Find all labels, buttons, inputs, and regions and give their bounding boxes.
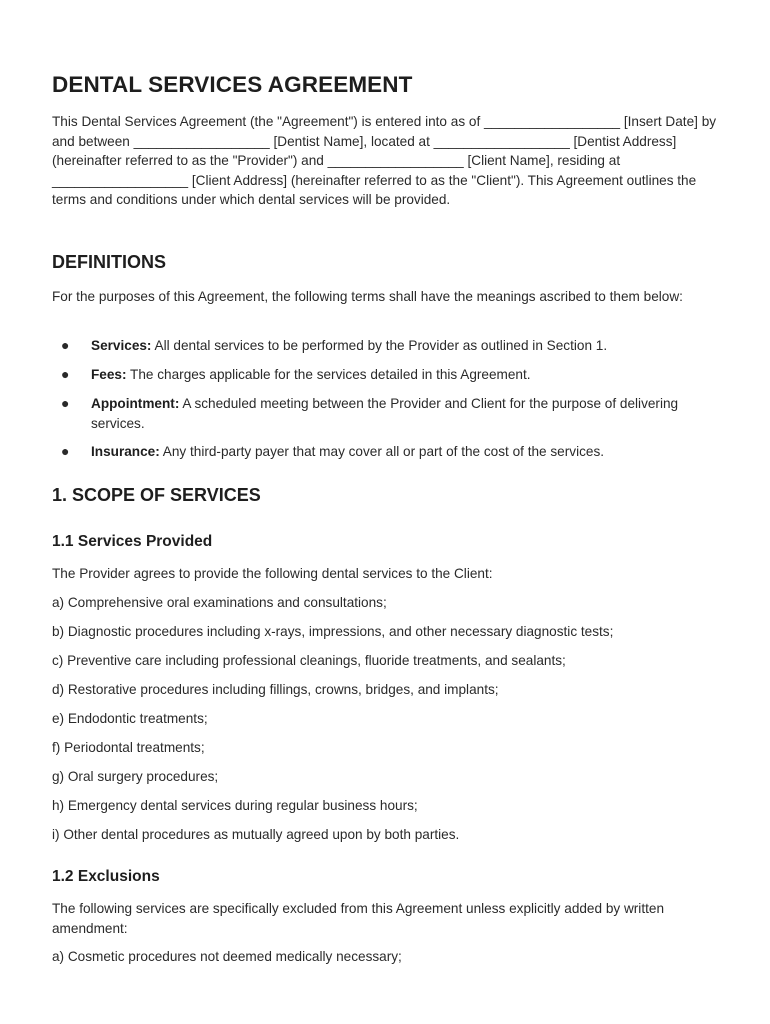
exclusions-heading: 1.2 Exclusions [52, 868, 160, 885]
definition-text: A scheduled meeting between the Provider and Client for the purpose of delivering services. [91, 396, 679, 431]
exclusions-lead: The following services are specifically excluded from this Agreement unless explicitly added by written amendment: [52, 901, 665, 936]
definition-term: Appointment: [91, 396, 180, 411]
service-item: h) Emergency dental services during regular business hours; [52, 798, 418, 813]
definition-term: Services: [91, 338, 152, 353]
services-provided-heading: 1.1 Services Provided [52, 533, 213, 550]
definition-text: Any third-party payer that may cover all or part of the cost of the services. [162, 444, 605, 459]
service-item: i) Other dental procedures as mutually agreed upon by both parties. [52, 827, 460, 842]
bullet-icon: ● [61, 443, 70, 459]
definitions-heading: DEFINITIONS [52, 252, 167, 272]
exclusion-item: a) Cosmetic procedures not deemed medically necessary; [52, 949, 402, 964]
service-item: b) Diagnostic procedures including x-rays, impressions, and other necessary diagnostic tests; [52, 624, 614, 639]
bullet-icon: ● [61, 366, 70, 382]
definition-text: All dental services to be performed by the Provider as outlined in Section 1. [154, 338, 608, 353]
definition-item [52, 365, 717, 385]
bullet-icon: ● [61, 395, 70, 411]
service-item: f) Periodontal treatments; [52, 740, 205, 755]
bullet-icon: ● [61, 337, 70, 353]
definition-text: The charges applicable for the services detailed in this Agreement. [130, 367, 531, 382]
services-provided-lead: The Provider agrees to provide the following dental services to the Client: [52, 566, 493, 581]
definition-item [52, 336, 717, 356]
definitions-lead: For the purposes of this Agreement, the following terms shall have the meanings ascribed to them below: [52, 289, 683, 304]
service-item: d) Restorative procedures including fillings, crowns, bridges, and implants; [52, 682, 499, 697]
definition-item [52, 394, 717, 433]
document-title: DENTAL SERVICES AGREEMENT [52, 72, 413, 97]
definition-term: Insurance: [91, 444, 160, 459]
service-item: e) Endodontic treatments; [52, 711, 208, 726]
intro-paragraph: This Dental Services Agreement (the "Agreement") is entered into as of __________________ [Insert Date] by and between __________________ [Dentist Name], located at __________________ [Dentist Address] (hereinafter referred to as the "Provider") and __________________ [Client Name], residing at __________________ [Client Address] (hereinafter referred to as the "Client"). This Agreement outlines the terms and conditions under which dental services will be provided. [52, 114, 717, 208]
service-item: g) Oral surgery procedures; [52, 769, 219, 784]
definition-item [52, 442, 717, 462]
service-item: c) Preventive care including professional cleanings, fluoride treatments, and sealants; [52, 653, 566, 668]
definition-term: Fees: [91, 367, 127, 382]
service-item: a) Comprehensive oral examinations and consultations; [52, 595, 387, 610]
scope-heading: 1. SCOPE OF SERVICES [52, 485, 261, 505]
